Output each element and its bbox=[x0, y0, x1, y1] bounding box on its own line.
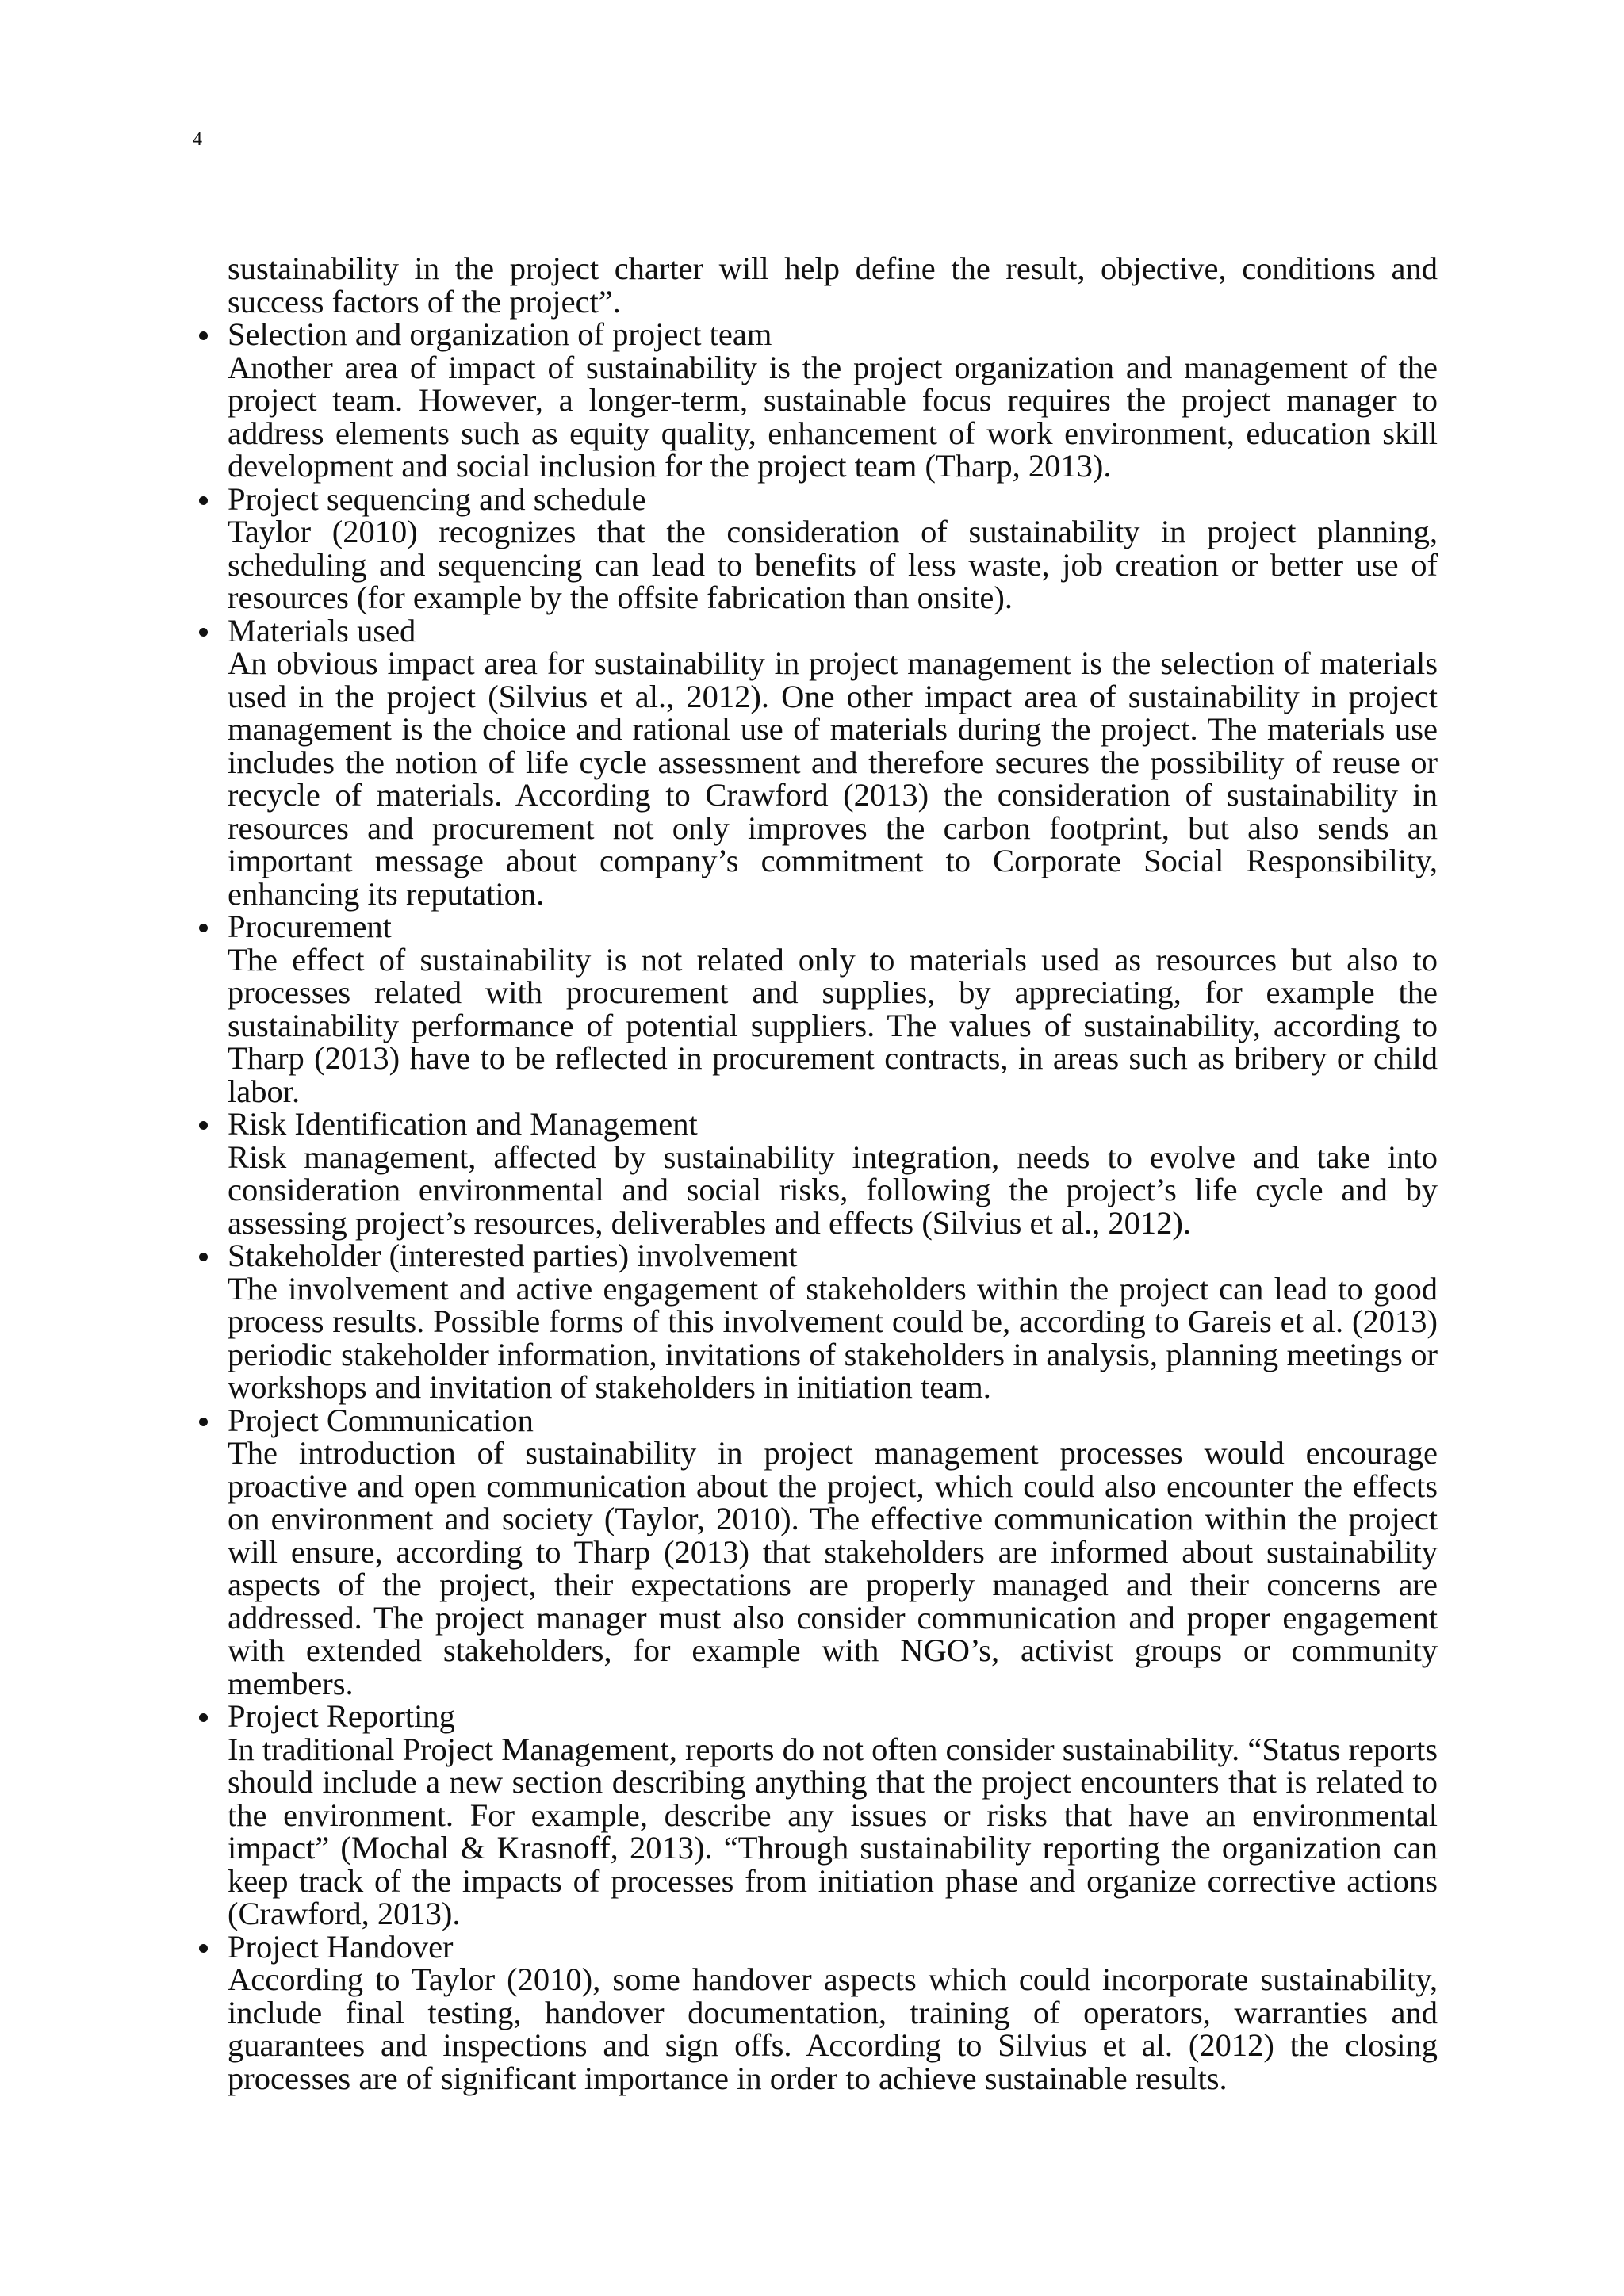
item-heading: Project Handover bbox=[228, 1928, 454, 1965]
item-heading: Project Communication bbox=[228, 1402, 534, 1438]
item-body: According to Taylor (2010), some handover aspects which could incorporate sustainability, include final testing, handover documentation, training of operators, warranties and guarantees and inspections and sign offs. According to Silvius et al. (2012) the closing processes are of significant importance in order to achieve sustainable results. bbox=[228, 1961, 1438, 2096]
item-body: Taylor (2010) recognizes that the consideration of sustainability in project planning, scheduling and sequencing can lead to benefits of less waste, job creation or better use of resources (for example by the offsite fabrication than onsite). bbox=[228, 514, 1438, 615]
item-heading: Procurement bbox=[228, 909, 392, 944]
item-heading: Selection and organization of project team bbox=[228, 316, 772, 352]
item-body: The effect of sustainability is not related only to materials used as resources but also to processes related with procurement and supplies, by appreciating, for example the sustainability performance of potential suppliers. The values of sustainability, according to Tharp (2013) have to be reflected in procurement contracts, in areas such as bribery or child labor. bbox=[228, 941, 1438, 1109]
item-heading: Materials used bbox=[228, 612, 416, 649]
list-item-schedule bbox=[228, 480, 1438, 615]
item-body: The introduction of sustainability in project management processes would encourage proactive and open communication about the project, which could also encounter the effects on environment and society (Taylor, 2010). The effective communication within the project will ensure, according to Tharp (2013) that stakeholders are informed about sustainability aspects of the project, their expectations are properly managed and their concerns are addressed. The project manager must also consider communication and proper engagement with extended stakeholders, for example with NGO’s, activist groups or community members. bbox=[228, 1435, 1438, 1701]
list-item-risk bbox=[228, 1108, 1438, 1239]
impact-area-list bbox=[228, 318, 1438, 2095]
page-content bbox=[228, 252, 1438, 2095]
list-item-materials bbox=[228, 614, 1438, 911]
intro-paragraph: sustainability in the project charter will help define the result, objective, conditions and success factors of the project”. bbox=[228, 251, 1438, 320]
item-body: In traditional Project Management, reports do not often consider sustainability. “Status reports should include a new section describing anything that the project encounters that is related to the environment. For example, describe any issues or risks that have an environmental impact” (Mochal & Krasnoff, 2013). “Through sustainability reporting the organization can keep track of the impacts of processes from initiation phase and organize corrective actions (Crawford, 2013). bbox=[228, 1731, 1438, 1931]
item-heading: Project Reporting bbox=[228, 1698, 455, 1734]
page-number: 4 bbox=[193, 129, 202, 150]
list-item-procurement bbox=[228, 910, 1438, 1108]
item-body: Another area of impact of sustainability is the project organization and management of the project team. However, a longer-term, sustainable focus requires the project manager to address elements such as equity quality, enhancement of work environment, education skill development and social inclusion for the project team (Tharp, 2013). bbox=[228, 349, 1438, 484]
item-heading: Stakeholder (interested parties) involvement bbox=[228, 1238, 798, 1273]
list-item-communication bbox=[228, 1404, 1438, 1701]
list-item-team bbox=[228, 318, 1438, 483]
item-body: The involvement and active engagement of stakeholders within the project can lead to good process results. Possible forms of this involvement could be, according to Gareis et al. (2013) periodic stakeholder information, invitations of stakeholders in analysis, planning meetings or workshops and invitation of stakeholders in initiation team. bbox=[228, 1270, 1438, 1405]
item-heading: Project sequencing and schedule bbox=[228, 480, 646, 517]
list-item-stakeholder bbox=[228, 1239, 1438, 1404]
item-body: Risk management, affected by sustainability integration, needs to evolve and take into consideration environmental and social risks, following the project’s life cycle and by assessing project’s resources, deliverables and effects (Silvius et al., 2012). bbox=[228, 1138, 1438, 1241]
list-item-handover bbox=[228, 1928, 1438, 2096]
list-item-reporting bbox=[228, 1700, 1438, 1931]
item-body: An obvious impact area for sustainability in project management is the selection of materials used in the project (Silvius et al., 2012). One other impact area of sustainability in project management is the choice and rational use of materials during the project. The materials use includes the notion of life cycle assessment and therefore secures the possibility of reuse or recycle of materials. According to Crawford (2013) the consideration of sustainability in resources and procurement not only improves the carbon footprint, but also sends an important message about company’s commitment to Corporate Social Responsibility, enhancing its reputation. bbox=[228, 645, 1438, 912]
item-heading: Risk Identification and Management bbox=[228, 1106, 698, 1142]
